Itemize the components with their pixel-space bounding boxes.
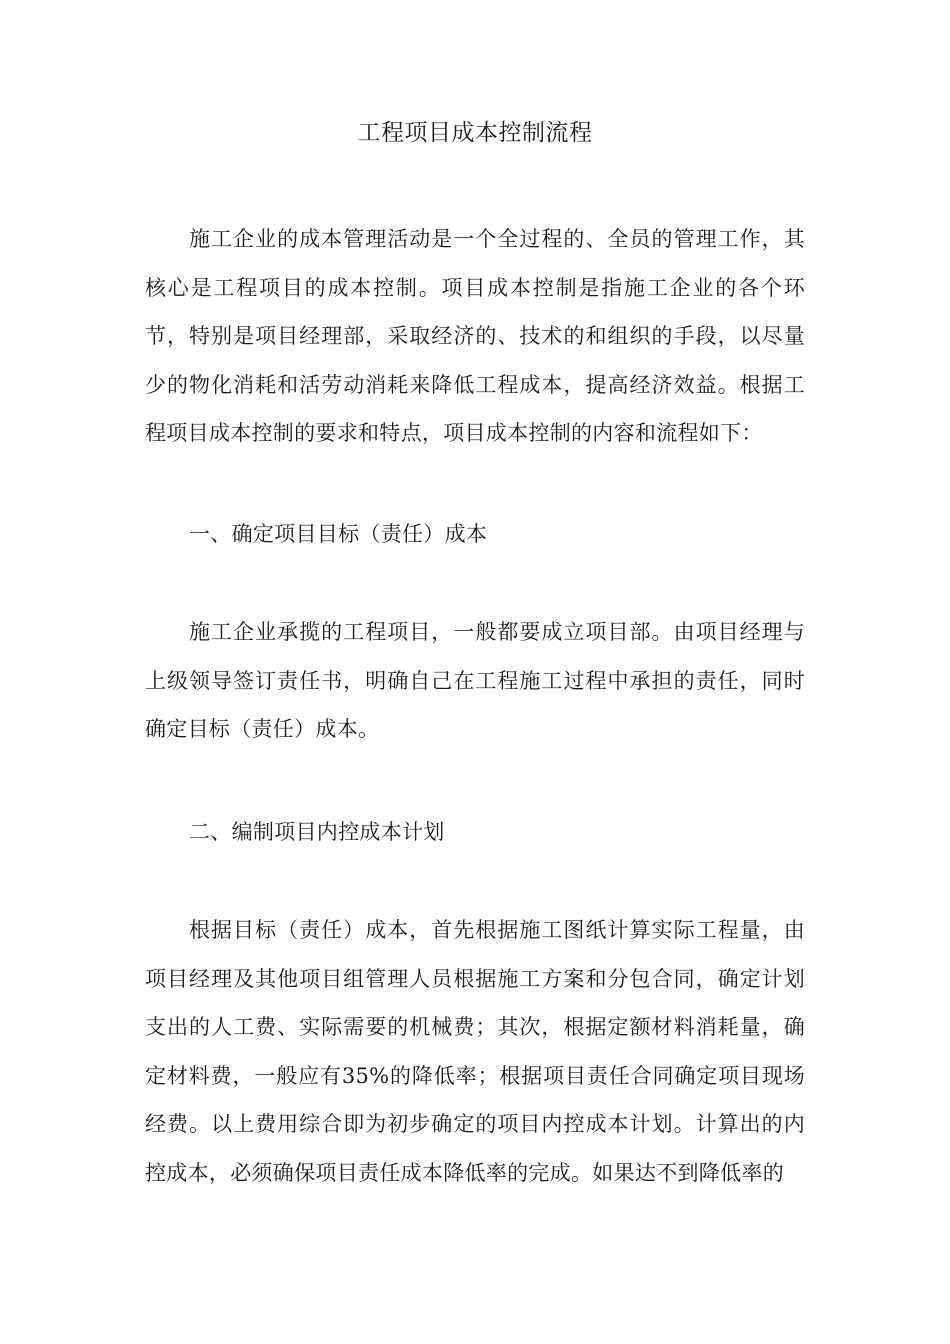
intro-paragraph: 施工企业的成本管理活动是一个全过程的、全员的管理工作，其核心是工程项目的成本控制。项目成本控制是指施工企业的各个环节，特别是项目经理部，采取经济的、技术的和组织的手段，以尽量少的物化消耗和活劳动消耗来降低工程成本，提高经济效益。根据工程项目成本控制的要求和特点，项目成本控制的内容和流程如下：: [145, 227, 805, 446]
section-body-2: 根据目标（责任）成本，首先根据施工图纸计算实际工程量，由项目经理及其他项目组管理人员根据施工方案和分包合同，确定计划支出的人工费、实际需要的机械费；其次，根据定额材料消耗量，确定材料费，一般应有35%的降低率；根据项目责任合同确定项目现场经费。以上费用综合即为初步确定的项目内控成本计划。计算出的内控成本，必须确保项目责任成本降低率的完成。如果达不到降低率的: [145, 918, 805, 1185]
document-title: 工程项目成本控制流程: [357, 120, 593, 146]
section-heading-1: 一、确定项目目标（责任）成本: [189, 522, 488, 546]
section-body-1: 施工企业承揽的工程项目，一般都要成立项目部。由项目经理与上级领导签订责任书，明确自己在工程施工过程中承担的责任，同时确定目标（责任）成本。: [145, 620, 805, 742]
section-heading-2: 二、编制项目内控成本计划: [189, 820, 445, 844]
